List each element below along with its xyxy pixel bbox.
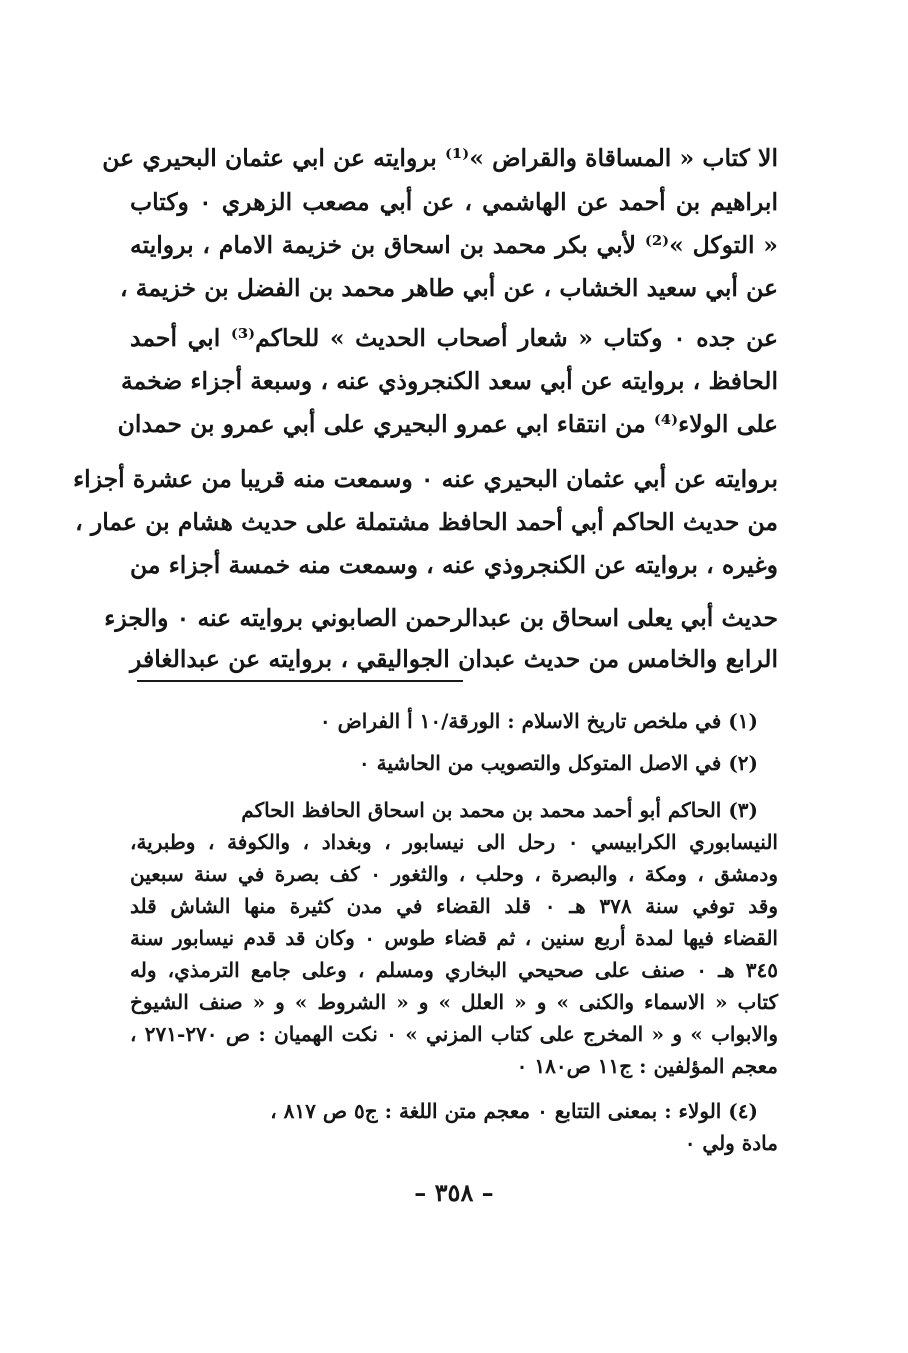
footnote-3-line-9: معجم المؤلفين : ج١١ ص١٨٠ ٠ (516, 1054, 778, 1078)
body-line-7: على الولاء⁽⁴⁾ من انتقاء ابي عمرو البحيري على أبي عمرو بن حمدان (117, 410, 778, 438)
page-number: – ٣٥٨ – (414, 1178, 494, 1207)
body-line-3: « التوكل »⁽²⁾ لأبي بكر محمد بن اسحاق بن خزيمة الامام ، بروايته (130, 231, 778, 259)
footnote-4-line-2: مادة ولي ٠ (684, 1131, 778, 1155)
footnote-1: (١) في ملخص تاريخ الاسلام : الورقة/١٠ أ الفراض ٠ (319, 709, 758, 733)
footnote-2: (٢) في الاصل المتوكل والتصويب من الحاشية ٠ (358, 751, 758, 775)
body-line-6: الحافظ ، بروايته عن أبي سعد الكنجروذي عنه ، وسبعة أجزاء ضخمة (120, 367, 778, 395)
footnote-3-line-8: والابواب » و « المخرج على كتاب المزني » ٠ نكت الهميان : ص ٢٧٠-٢٧١ ، (130, 1022, 779, 1046)
body-line-8: بروايته عن أبي عثمان البحيري عنه ٠ وسمعت منه قريبا من عشرة أجزاء (73, 465, 778, 493)
body-line-9: من حديث الحاكم أبي أحمد الحافظ مشتملة على حديث هشام بن عمار ، (75, 508, 778, 536)
footnote-3-line-1: (٣) الحاكم أبو أحمد محمد بن محمد بن اسحاق الحافظ الحاكم (241, 798, 758, 822)
footnote-3-line-3: ودمشق ، ومكة ، والبصرة ، وحلب ، والثغور ٠ كف بصرة في سنة سبعين (130, 862, 778, 886)
body-line-12: الرابع والخامس من حديث عبدان الجواليقي ، بروايته عن عبدالغافر (130, 645, 778, 673)
body-line-5: عن جده ٠ وكتاب « شعار أصحاب الحديث » للحاكم⁽³⁾ ابي أحمد (130, 324, 779, 352)
body-line-1: الا كتاب « المساقاة والقراض »⁽¹⁾ بروايته عن ابي عثمان البحيري عن (102, 144, 778, 172)
footnote-3-line-6: ٣٤٥ هـ ٠ صنف على صحيحي البخاري ومسلم ، وعلى جامع الترمذي، وله (130, 958, 778, 982)
footnote-3-line-2: النيسابوري الكرابيسي ٠ رحل الى نيسابور ، وبغداد ، والكوفة ، وطبرية، (130, 830, 778, 854)
footnote-3-line-5: القضاء فيها لمدة أربع سنين ، ثم قضاء طوس ٠ وكان قد قدم نيسابور سنة (130, 926, 778, 950)
body-line-10: وغيره ، بروايته عن الكنجروذي عنه ، وسمعت منه خمسة أجزاء من (130, 551, 778, 579)
footnote-4-line-1: (٤) الولاء : بمعنى التتابع ٠ معجم متن اللغة : ج٥ ص ٨١٧ ، (270, 1099, 758, 1123)
footnote-3-line-7: كتاب « الاسماء والكنى » و « العلل » و « الشروط » و « صنف الشيوخ (130, 990, 778, 1014)
footnote-3-line-4: وقد توفي سنة ٣٧٨ هـ ٠ قلد القضاء في مدن كثيرة منها الشاش قلد (130, 894, 779, 918)
body-line-4: عن أبي سعيد الخشاب ، عن أبي طاهر محمد بن الفضل بن خزيمة ، (120, 274, 778, 302)
footnote-divider (137, 680, 463, 682)
body-line-2: ابراهيم بن أحمد عن الهاشمي ، عن أبي مصعب الزهري ٠ وكتاب (130, 188, 778, 216)
body-line-11: حديث أبي يعلى اسحاق بن عبدالرحمن الصابوني بروايته عنه ٠ والجزء (104, 604, 778, 632)
